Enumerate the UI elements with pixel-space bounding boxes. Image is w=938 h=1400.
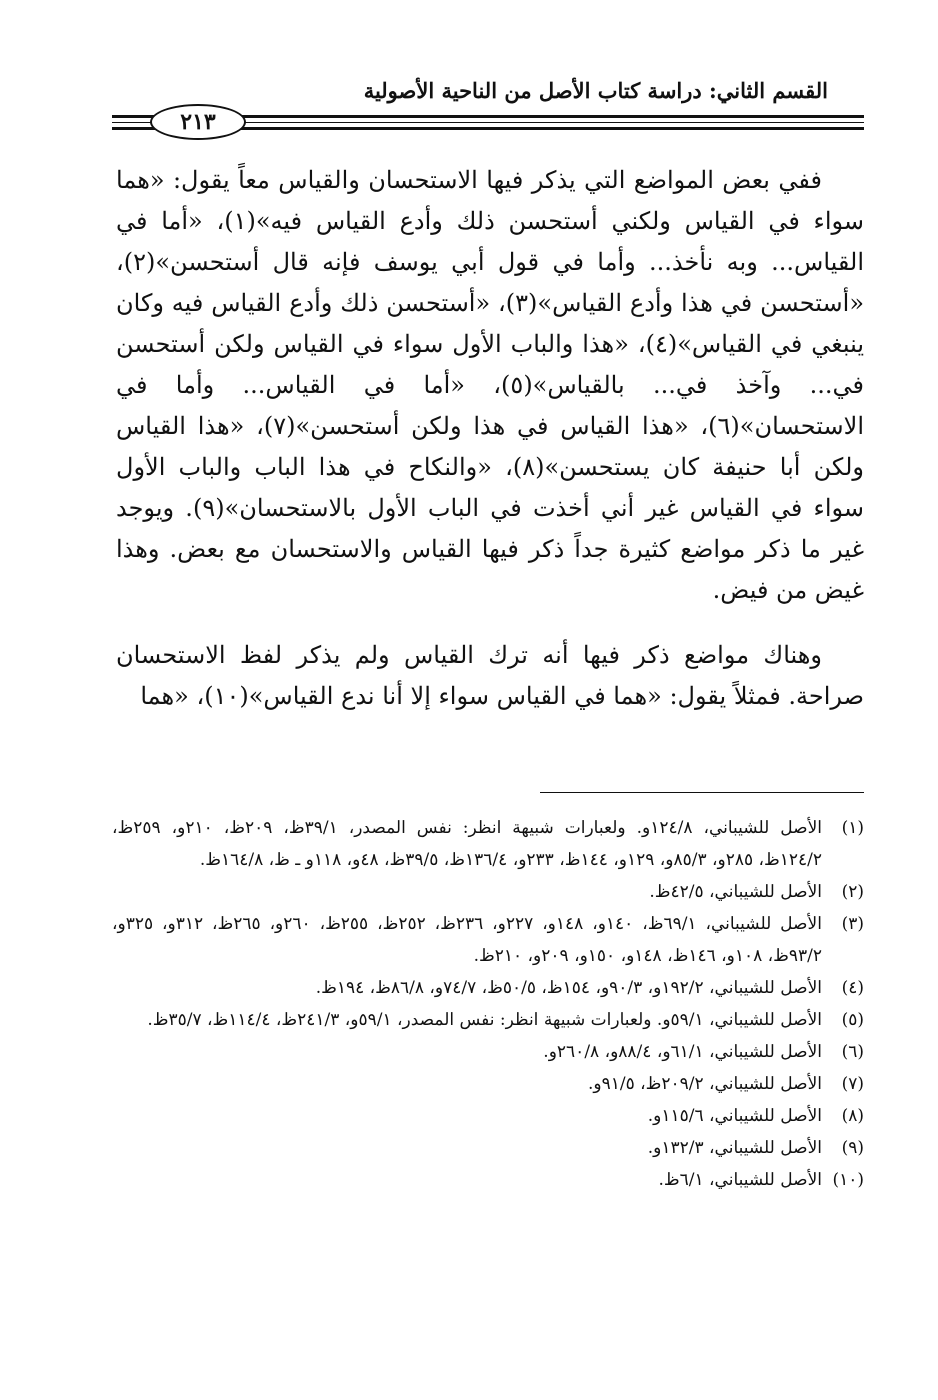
- footnote: [112, 972, 864, 1004]
- footnote-number: (٨): [841, 1106, 864, 1126]
- footnote: [112, 1036, 864, 1068]
- footnote: [112, 908, 864, 972]
- footnote: [112, 812, 864, 876]
- footnote-text: الأصل للشيباني، ١٩٢/٢و، ٩٠/٣و، ١٥٤ظ، ٥٠/٥ظ، ٧٤/٧و، ٨٦/٨ظ، ١٩٤ظ.: [315, 978, 822, 998]
- footnote-number: (١٠): [832, 1170, 864, 1190]
- main-text: [116, 160, 864, 717]
- footnote-text: الأصل للشيباني، ٦/١ظ.: [658, 1170, 822, 1190]
- paragraph: ففي بعض المواضع التي يذكر فيها الاستحسان والقياس معاً يقول: «هما سواء في القياس ولكني أستحسن ذلك وأدع القياس فيه»(١)، «أما في القياس... وبه نأخذ... وأما في قول أبي يوسف فإنه قال أستحسن»(٢)، «أستحسن في هذا وأدع القياس»(٣)، «أستحسن ذلك وأدع القياس فيه وكان ينبغي في القياس»(٤)، «هذا والباب الأول سواء في القياس ولكن أستحسن في... وآخذ في... بالقياس»(٥)، «أما في القياس... وأما في الاستحسان»(٦)، «هذا القياس في هذا ولكن أستحسن»(٧)، «هذا القياس ولكن أبا حنيفة كان يستحسن»(٨)، «والنكاح في هذا الباب والباب الأول سواء في القياس غير أني أخذت في الباب الأول بالاستحسان»(٩). ويوجد غير ما ذكر مواضع كثيرة جداً ذكر فيها القياس والاستحسان مع بعض. وهذا غيض من فيض.: [116, 166, 865, 604]
- footnote-number: (٣): [841, 914, 864, 934]
- footnote-text: الأصل للشيباني، ٦١/١و، ٨٨/٤و، ٢٦٠/٨و.: [543, 1042, 822, 1062]
- footnote: [112, 1100, 864, 1132]
- footnote-text: الأصل للشيباني، ١٢٤/٨و. ولعبارات شبيهة انظر: نفس المصدر، ٣٩/١ظ، ٢٠٩ظ، ٢١٠و، ٢٥٩ظ، ١٢٤/٢ظ، ٢٨٥و، ٨٥/٣و، ١٢٩و، ١٤٤ظ، ٢٣٣و، ١٣٦/٤ظ، ٣٩/٥ظ، ٤٨و، ١١٨و ـ ظ، ١٦٤/٨ظ.: [112, 818, 822, 870]
- footnote: [112, 1132, 864, 1164]
- footnote: [112, 1004, 864, 1036]
- footnote-text: الأصل للشيباني، ٦٩/١ظ، ١٤٠و، ١٤٨و، ٢٢٧و، ٢٣٦ظ، ٢٥٢ظ، ٢٥٥ظ، ٢٦٠و، ٢٦٥ظ، ٣١٢و، ٣٢٥و، ٩٣/٢ظ، ١٠٨و، ١٤٦ظ، ١٤٨و، ١٥٠و، ٢٠٩و، ٢١٠ظ.: [112, 914, 822, 966]
- page-number: ٢١٣: [150, 104, 246, 140]
- footnote-text: الأصل للشيباني، ٢٠٩/٢ظ، ٩١/٥و.: [588, 1074, 822, 1094]
- footnote-text: الأصل للشيباني، ١٣٢/٣و.: [647, 1138, 822, 1158]
- footnote-number: (١): [841, 818, 864, 838]
- footnote-text: الأصل للشيباني، ٥٩/١و. ولعبارات شبيهة انظر: نفس المصدر، ٥٩/١و، ٢٤١/٣ظ، ١١٤/٤ظ، ٣٥/٧ظ.: [147, 1010, 822, 1030]
- footnote-text: الأصل للشيباني، ١١٥/٦و.: [647, 1106, 822, 1126]
- paragraph: وهناك مواضع ذكر فيها أنه ترك القياس ولم يذكر لفظ الاستحسان صراحة. فمثلاً يقول: «هما في القياس سواء إلا أنا ندع القياس»(١٠)، «هما: [116, 641, 864, 710]
- running-title: القسم الثاني: دراسة كتاب الأصل من الناحية الأصولية: [363, 78, 828, 103]
- footnote-separator: [540, 792, 864, 793]
- footnote: [112, 876, 864, 908]
- footnote: [112, 1164, 864, 1196]
- footnote-number: (٧): [841, 1074, 864, 1094]
- footnotes: [112, 812, 864, 1196]
- footnote-number: (٩): [841, 1138, 864, 1158]
- footnote-number: (٥): [841, 1010, 864, 1030]
- footnote: [112, 1068, 864, 1100]
- footnote-number: (٤): [841, 978, 864, 998]
- footnote-number: (٢): [841, 882, 864, 902]
- footnote-text: الأصل للشيباني، ٤٢/٥ظ.: [649, 882, 822, 902]
- footnote-number: (٦): [841, 1042, 864, 1062]
